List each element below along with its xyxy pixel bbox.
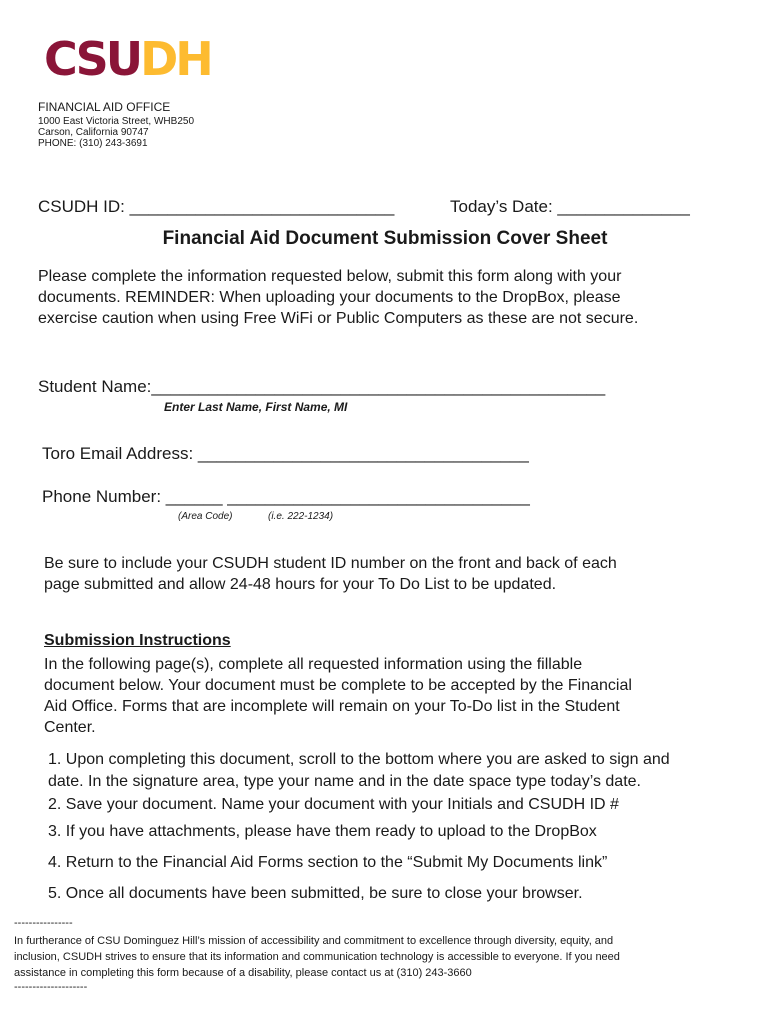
footer-divider-top: ----------------: [14, 917, 73, 929]
instructions-line: Center.: [44, 719, 96, 736]
step-3: 3. If you have attachments, please have them ready to upload to the DropBox: [48, 823, 597, 840]
phone-number-hint: (i.e. 222-1234): [268, 511, 334, 522]
step-2: 2. Save your document. Name your document with your Initials and CSUDH ID #: [48, 796, 619, 813]
instructions-heading: Submission Instructions: [44, 632, 231, 649]
step-1-continued: date. In the signature area, type your name and in the date space type today’s date.: [48, 773, 641, 790]
footer-divider-bottom: --------------------: [14, 981, 88, 993]
intro-line: documents. REMINDER: When uploading your documents to the DropBox, please: [38, 289, 621, 306]
reminder-line: Be sure to include your CSUDH student ID number on the front and back of each: [44, 555, 617, 572]
instructions-line: Aid Office. Forms that are incomplete will remain on your To-Do list in the Student: [44, 698, 620, 715]
reminder-paragraph: [44, 553, 617, 595]
intro-line: Please complete the information requested below, submit this form along with your: [38, 268, 622, 285]
office-name: FINANCIAL AID OFFICE: [38, 100, 171, 114]
step-4: 4. Return to the Financial Aid Forms section to the “Submit My Documents link”: [48, 854, 608, 871]
reminder-line: page submitted and allow 24-48 hours for your To Do List to be updated.: [44, 576, 557, 593]
office-address: 1000 East Victoria Street, WHB250: [38, 116, 195, 127]
logo-text-csu: CSU: [44, 32, 141, 86]
todays-date-field[interactable]: Today’s Date: ______________: [450, 197, 690, 216]
instructions-body: [44, 654, 632, 738]
footer-line: assistance in completing this form because of a disability, please contact us at (310) 243-3660: [14, 967, 472, 979]
intro-line: exercise caution when using Free WiFi or Public Computers as these are not secure.: [38, 310, 639, 327]
csudh-logo: [44, 32, 211, 86]
area-code-hint: (Area Code): [178, 511, 233, 522]
instructions-line: In the following page(s), complete all requested information using the fillable: [44, 656, 583, 673]
step-1: 1. Upon completing this document, scroll to the bottom where you are asked to sign and: [48, 751, 670, 768]
office-phone: PHONE: (310) 243-3691: [38, 138, 148, 149]
logo-text-dh: DH: [140, 32, 211, 86]
step-5: 5. Once all documents have been submitted, be sure to close your browser.: [48, 885, 583, 902]
student-name-hint: Enter Last Name, First Name, MI: [164, 400, 348, 414]
phone-number-field[interactable]: Phone Number: ______ ________________________________: [42, 487, 530, 506]
student-name-field[interactable]: Student Name:________________________________________________: [38, 377, 606, 396]
toro-email-field[interactable]: Toro Email Address: ___________________________________: [42, 444, 529, 463]
footer-line: inclusion, CSUDH strives to ensure that its information and communication technology is accessible to everyone. If you need: [14, 951, 620, 963]
instructions-line: document below. Your document must be complete to be accepted by the Financial: [44, 677, 632, 694]
intro-paragraph: [38, 266, 638, 329]
footer-line: In furtherance of CSU Dominguez Hill’s mission of accessibility and commitment to excellence through diversity, equity, and: [14, 935, 614, 947]
accessibility-statement: [14, 933, 620, 981]
csudh-id-field[interactable]: CSUDH ID: ____________________________: [38, 197, 395, 216]
document-title: Financial Aid Document Submission Cover Sheet: [162, 228, 608, 249]
office-city: Carson, California 90747: [38, 127, 149, 138]
